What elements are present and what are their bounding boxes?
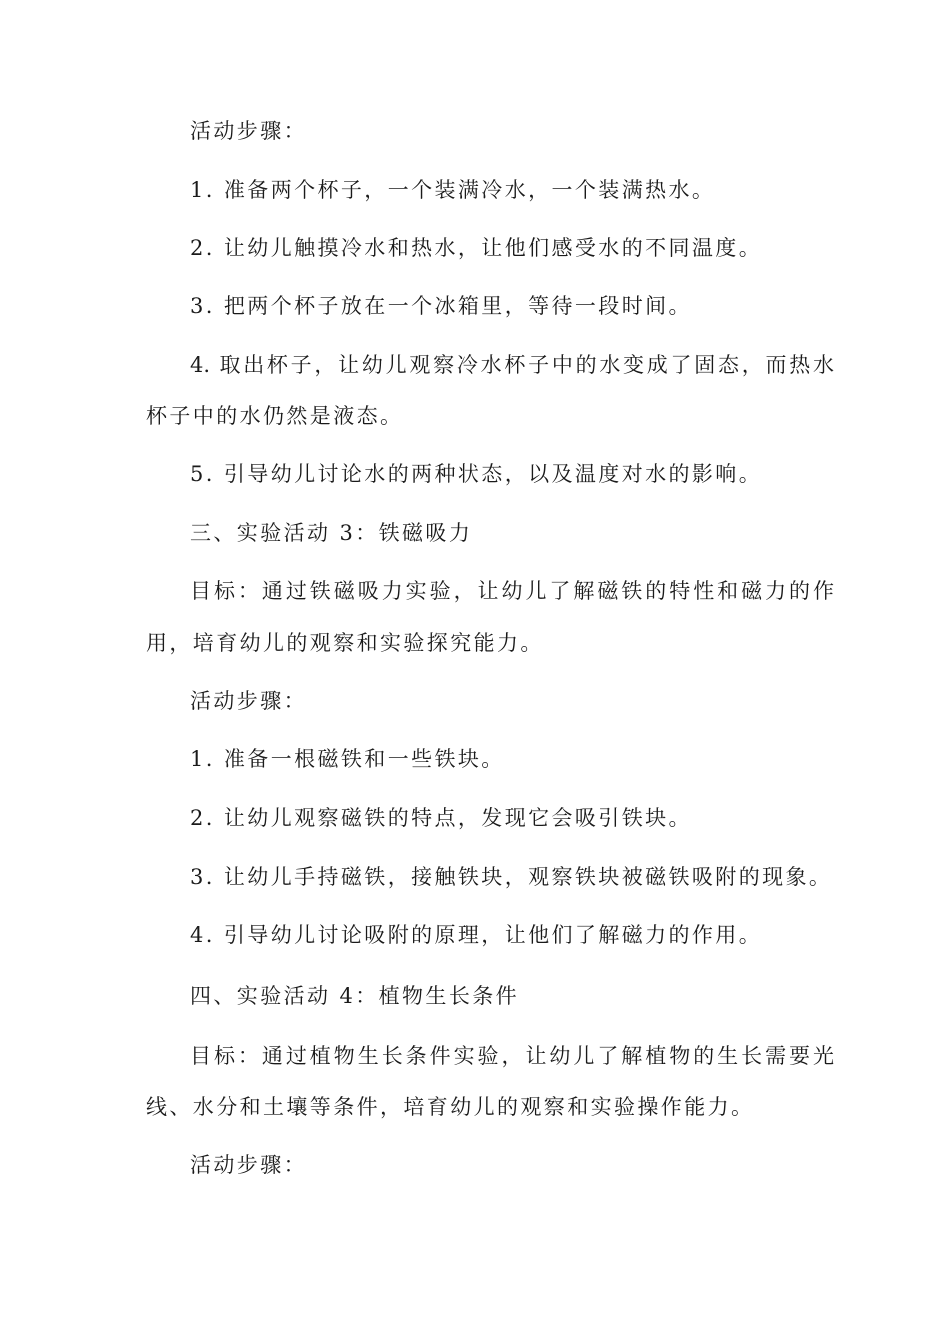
- section-heading: 四、实验活动 4：植物生长条件: [190, 984, 520, 1008]
- step-item: 2. 让幼儿触摸冷水和热水，让他们感受水的不同温度。: [190, 236, 763, 260]
- section-heading: 三、实验活动 3：铁磁吸力: [190, 521, 473, 545]
- goal-paragraph-continuation: 线、水分和土壤等条件，培育幼儿的观察和实验操作能力。: [146, 1095, 755, 1119]
- step-item: 3. 把两个杯子放在一个冰箱里，等待一段时间。: [190, 294, 692, 318]
- step-item: 1. 准备两个杯子，一个装满冷水，一个装满热水。: [190, 178, 716, 202]
- goal-paragraph: 目标：通过植物生长条件实验，让幼儿了解植物的生长需要光: [190, 1044, 834, 1068]
- steps-heading: 活动步骤：: [190, 1153, 307, 1177]
- goal-paragraph: 目标：通过铁磁吸力实验，让幼儿了解磁铁的特性和磁力的作: [190, 579, 834, 603]
- goal-paragraph-continuation: 用，培育幼儿的观察和实验探究能力。: [146, 631, 544, 655]
- steps-heading: 活动步骤：: [190, 689, 307, 713]
- step-item: 5. 引导幼儿讨论水的两种状态，以及温度对水的影响。: [190, 462, 763, 486]
- step-item: 2. 让幼儿观察磁铁的特点，发现它会吸引铁块。: [190, 806, 692, 830]
- step-item: 4. 取出杯子，让幼儿观察冷水杯子中的水变成了固态，而热水: [190, 353, 834, 377]
- step-item: 3. 让幼儿手持磁铁，接触铁块，观察铁块被磁铁吸附的现象。: [190, 865, 833, 889]
- step-item: 4. 引导幼儿讨论吸附的原理，让他们了解磁力的作用。: [190, 923, 763, 947]
- steps-heading: 活动步骤：: [190, 119, 307, 143]
- step-item: 1. 准备一根磁铁和一些铁块。: [190, 747, 505, 771]
- step-item-continuation: 杯子中的水仍然是液态。: [146, 404, 404, 428]
